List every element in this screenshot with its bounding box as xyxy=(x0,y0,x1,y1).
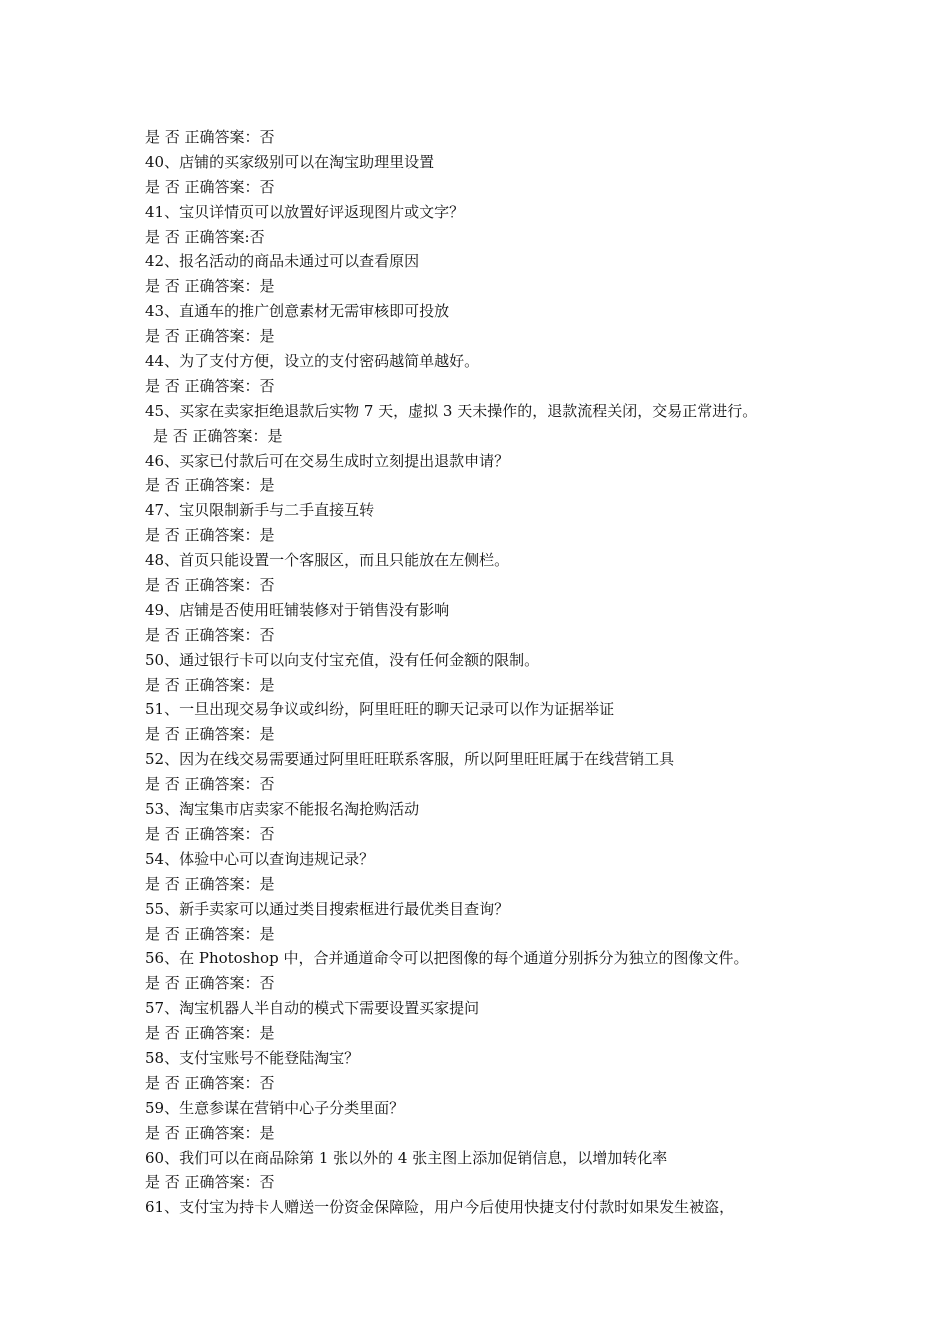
answer-line: 是 否 正确答案：否 xyxy=(145,177,275,196)
question-line: 59、生意参谋在营销中心子分类里面？ xyxy=(145,1098,405,1117)
question-line: 49、店铺是否使用旺铺装修对于销售没有影响 xyxy=(145,600,450,619)
question-line: 61、支付宝为持卡人赠送一份资金保障险，用户今后使用快捷支付付款时如果发生被盗， xyxy=(145,1198,735,1217)
question-line: 56、在 Photoshop 中，合并通道命令可以把图像的每个通道分别拆分为独立的图像文件。 xyxy=(145,949,749,968)
answer-line: 是 否 正确答案：否 xyxy=(145,625,275,644)
answer-line: 是 否 正确答案：是 xyxy=(145,675,275,694)
question-line: 58、支付宝账号不能登陆淘宝？ xyxy=(145,1048,360,1067)
answer-line: 是 否 正确答案：否 xyxy=(145,376,275,395)
question-line: 52、因为在线交易需要通过阿里旺旺联系客服，所以阿里旺旺属于在线营销工具 xyxy=(145,750,675,769)
question-line: 54、体验中心可以查询违规记录？ xyxy=(145,849,375,868)
question-line: 60、我们可以在商品除第 1 张以外的 4 张主图上添加促销信息，以增加转化率 xyxy=(145,1148,668,1167)
question-line: 47、宝贝限制新手与二手直接互转 xyxy=(145,501,375,520)
question-line: 40、店铺的买家级别可以在淘宝助理里设置 xyxy=(145,152,435,171)
answer-line: 是 否 正确答案：是 xyxy=(145,874,275,893)
question-line: 45、买家在卖家拒绝退款后实物 7 天，虚拟 3 天未操作的，退款流程关闭，交易正常进行。 xyxy=(145,401,758,420)
answer-line: 是 否 正确答案：是 xyxy=(145,725,275,744)
answer-line: 是 否 正确答案：是 xyxy=(145,327,275,346)
answer-line: 是 否 正确答案：否 xyxy=(145,576,275,595)
answer-line: 是 否 正确答案：否 xyxy=(145,1073,275,1092)
question-line: 41、宝贝详情页可以放置好评返现图片或文字？ xyxy=(145,202,465,221)
answer-line: 是 否 正确答案：是 xyxy=(145,1123,275,1142)
question-list xyxy=(145,125,835,1220)
question-line: 57、淘宝机器人半自动的模式下需要设置买家提问 xyxy=(145,999,480,1018)
question-line: 42、报名活动的商品未通过可以查看原因 xyxy=(145,252,420,271)
question-line: 53、淘宝集市店卖家不能报名淘抢购活动 xyxy=(145,800,420,819)
answer-line: 是 否 正确答案：是 xyxy=(145,526,275,545)
answer-line: 是 否 正确答案：否 xyxy=(145,974,275,993)
question-line: 43、直通车的推广创意素材无需审核即可投放 xyxy=(145,302,450,321)
answer-line: 是 否 正确答案：否 xyxy=(145,128,275,146)
answer-line: 是 否 正确答案：否 xyxy=(145,775,275,794)
answer-line: 是 否 正确答案：是 xyxy=(153,426,283,445)
question-line: 46、买家已付款后可在交易生成时立刻提出退款申请？ xyxy=(145,451,510,470)
answer-line: 是 否 正确答案：是 xyxy=(145,476,275,495)
answer-line: 是 否 正确答案：是 xyxy=(145,1024,275,1043)
answer-line: 是 否 正确答案：是 xyxy=(145,924,275,943)
question-line: 51、一旦出现交易争议或纠纷，阿里旺旺的聊天记录可以作为证据举证 xyxy=(145,700,615,719)
answer-line: 是 否 正确答案：是 xyxy=(145,277,275,296)
question-line: 48、首页只能设置一个客服区，而且只能放在左侧栏。 xyxy=(145,551,510,570)
question-line: 50、通过银行卡可以向支付宝充值，没有任何金额的限制。 xyxy=(145,650,540,669)
answer-line: 是 否 正确答案:否 xyxy=(145,227,265,246)
answer-line: 是 否 正确答案：否 xyxy=(145,824,275,843)
question-line: 55、新手卖家可以通过类目搜索框进行最优类目查询？ xyxy=(145,899,510,918)
question-line: 44、为了支付方便，设立的支付密码越简单越好。 xyxy=(145,352,480,371)
answer-line: 是 否 正确答案：否 xyxy=(145,1173,275,1192)
